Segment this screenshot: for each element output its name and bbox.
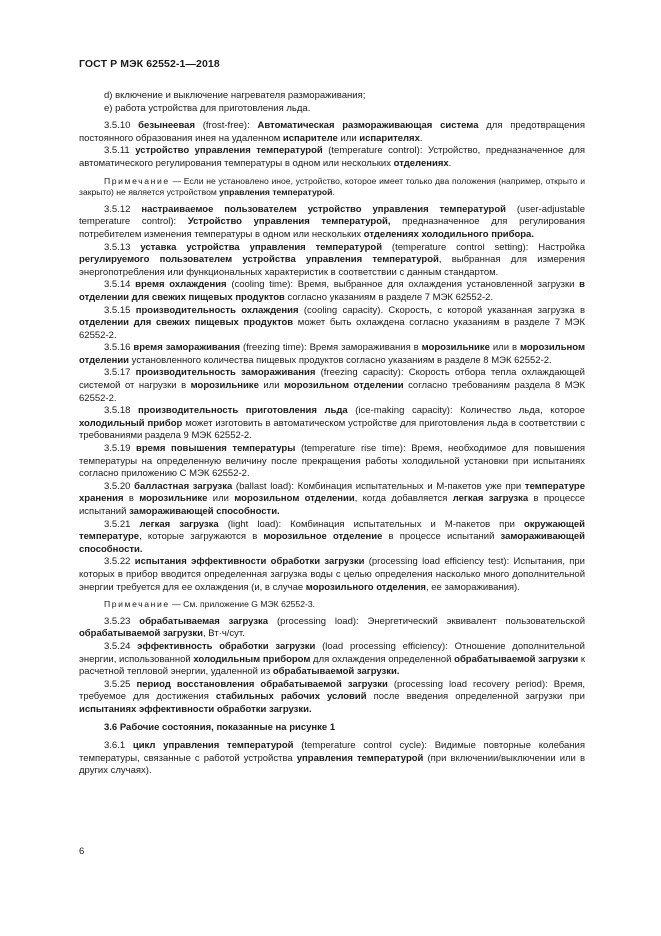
clause-3-5-23: 3.5.23 обрабатываемая загрузка (processing load): Энергетический эквивалент пользовательской обрабатываемой загрузки, Вт·ч/сут. — [79, 615, 586, 640]
clause-3-5-24: 3.5.24 эффективность обработки загрузки (load processing efficiency): Отношение дополнительной энергии, использованной холодильным прибором для охлаждения определенной обрабатываемой загрузки к расчетной тепловой энергии, удаленной из обрабатываемой загрузки. — [79, 640, 586, 678]
clause-3-5-22: 3.5.22 испытания эффективности обработки загрузки (processing load efficiency test): Испытания, при которых в прибор вводится определенная загрузка воды с целью определения насколько много дополнительной энергии требуется для ее охлаждения (и, в случае морозильного отделения, ее замораживания). — [79, 556, 585, 593]
clause-3-5-17: 3.5.17 производительность замораживания (freezing capacity): Скорость отбора тепла охлаждающей системой от нагрузки в морозильнике или морозильном отделении согласно требованиям раздела 8 МЭК 62552-2. — [79, 367, 585, 404]
clause-3-5-16: 3.5.16 время замораживания (freezing time): Время замораживания в морозильнике или в морозильном отделении установленного количества пищевых продуктов согласно указаниям в разделе 8 МЭК 62552-2. — [79, 342, 586, 366]
clause-3-5-15: 3.5.15 производительность охлаждения (cooling capacity). Скорость, с которой указанная загрузка в отделении для свежих пищевых продуктов может быть охлаждена согласно указаниям в разделе 7 МЭК 62552-2. — [79, 304, 586, 341]
note-1: Примечание — Если не установлено иное, устройство, которое имеет только два положения (например, открыто и закрыто) не является устройством управления температурой. — [79, 175, 585, 198]
clause-3-5-14: 3.5.14 время охлаждения (cooling time): Время, выбранное для охлаждения установленной загрузки в отделении для свежих пищевых продуктов согласно указаниям в разделе 7 МЭК 62552-2. — [79, 279, 586, 303]
section-heading-3-6: 3.6 Рабочие состояния, показанные на рисунке 1 — [104, 721, 336, 733]
clause-3-5-18: 3.5.18 производительность приготовления льда (ice-making capacity): Количество льда, которое холодильный прибор может изготовить в автоматическом устройстве для приготовления льда в соответствии с требованиями раздела 9 МЭК 62552-2. — [79, 405, 586, 442]
clause-3-5-11: 3.5.11 устройство управления температурой (temperature control): Устройство, предназначенное для автоматического регулирования температуры в одном или нескольких отделениях. — [79, 145, 586, 169]
clause-3-5-25: 3.5.25 период восстановления обрабатываемой загрузки (processing load recovery period): Время, требуемое для достижения стабильных рабочих условий после введения определенной загрузки при испытаниях эффективности обработки загрузки. — [79, 678, 586, 715]
document-header: ГОСТ Р МЭК 62552-1—2018 — [79, 58, 220, 70]
clause-3-5-21: 3.5.21 легкая загрузка (light load): Комбинация испытательных и М-пакетов при окружающей температуре, которые загружаются в морозильное отделение в процессе испытаний замораживающей способности. — [79, 518, 585, 555]
note-2: Примечание — См. приложение G МЭК 62552-3. — [104, 599, 316, 610]
list-item: d) включение и выключение нагревателя размораживания; — [104, 90, 366, 101]
document-body — [79, 90, 585, 778]
clause-3-5-20: 3.5.20 балластная загрузка (ballast load): Комбинация испытательных и М-пакетов уже при температуре хранения в морозильнике или морозильном отделении, когда добавляется легкая загрузка в процессе испытаний замораживающей способности. — [79, 480, 586, 517]
page-number: 6 — [79, 846, 85, 857]
clause-3-5-13: 3.5.13 уставка устройства управления температурой (temperature control setting): Настройка регулируемого пользователем устройства управления температурой, выбранная для измерения энергопотребления или функциональных характеристик в соответствии с данным стандартом. — [79, 241, 585, 278]
clause-3-5-10: 3.5.10 безынеевая (frost-free): Автоматическая размораживающая система для предотвращения постоянного образования инея на удаленном испарителе или испарителях. — [79, 120, 585, 144]
clause-3-5-12: 3.5.12 настраиваемое пользователем устройство управления температурой (user-adjustable temperature control): Устройство управления температурой, предназначенное для регулирования потребителем изменения температуры в одном или нескольких отделениях холодильного прибора. — [79, 203, 586, 240]
clause-3-5-19: 3.5.19 время повышения температуры (temperature rise time): Время, необходимое для повышения температуры на определенную величину после прекращения работы холодильной установки при испытаниях согласно приложению С МЭК 62552-2. — [79, 443, 585, 480]
clause-3-6-1: 3.6.1 цикл управления температурой (temperature control cycle): Видимые повторные колебания температуры, связанные с работой устройства управления температурой (при включении/выключении или в других случаях). — [79, 740, 585, 777]
list-item: e) работа устройства для приготовления льда. — [104, 102, 311, 114]
